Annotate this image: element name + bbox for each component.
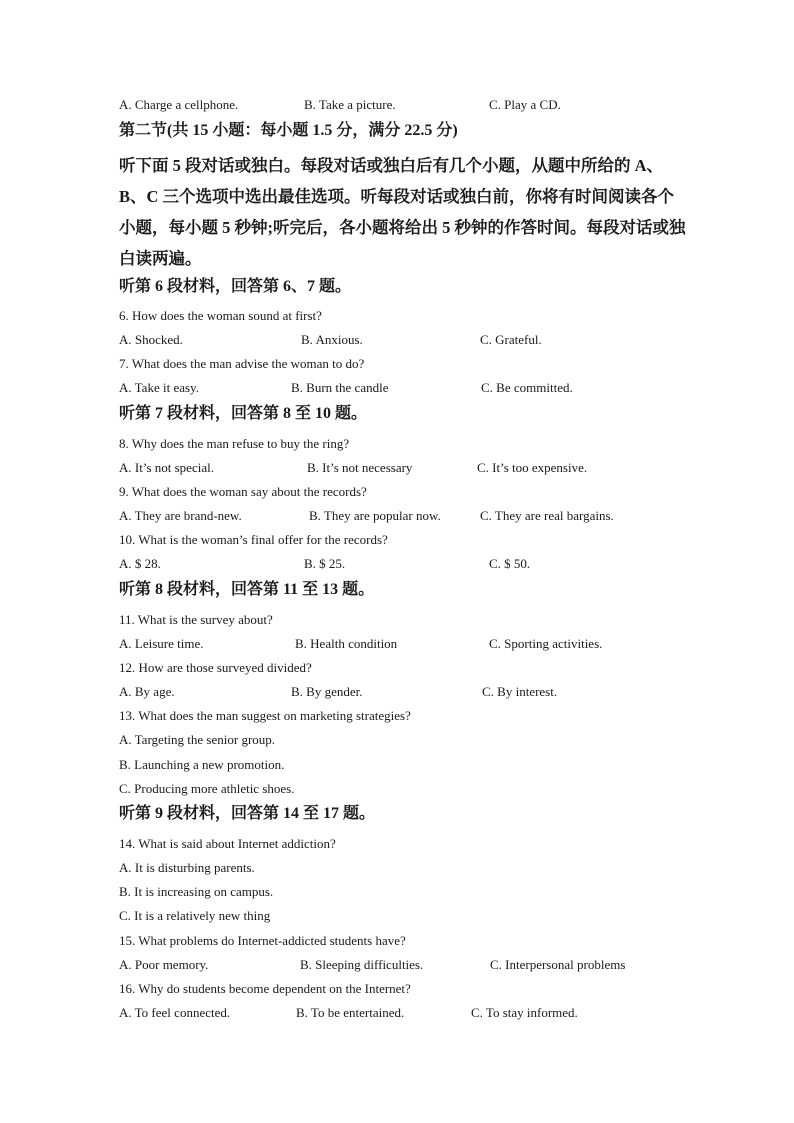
option-b: B. It is increasing on campus. [119, 884, 274, 899]
option-b: B. To be entertained. [296, 1005, 405, 1020]
q5-option-b: B. Take a picture. [304, 97, 396, 112]
question: 16. Why do students become dependent on the Internet? [119, 981, 411, 996]
option-b: B. They are popular now. [309, 508, 441, 523]
question: 7. What does the man advise the woman to do? [119, 356, 365, 371]
option-b: B. Sleeping difficulties. [300, 957, 424, 972]
option-a: A. They are brand-new. [119, 508, 242, 523]
option-a: A. Targeting the senior group. [119, 732, 276, 747]
option-c: C. By interest. [482, 684, 558, 699]
option-a: A. Shocked. [119, 332, 183, 347]
option-a: A. Take it easy. [119, 380, 199, 395]
section-instructions [119, 150, 689, 274]
option-c: C. Producing more athletic shoes. [119, 781, 295, 796]
option-a: A. By age. [119, 684, 175, 699]
question: 8. Why does the man refuse to buy the ring? [119, 436, 350, 451]
instruction-line: 听下面 5 段对话或独白。每段对话或独白后有几个小题，从题中所给的 A、 [119, 156, 664, 175]
question: 12. How are those surveyed divided? [119, 660, 312, 675]
q5-option-c: C. Play a CD. [489, 97, 561, 112]
option-a: A. It is disturbing parents. [119, 860, 255, 875]
instruction-line: 白读两遍。 [119, 249, 202, 268]
option-c: C. Sporting activities. [489, 636, 603, 651]
group-header: 听第 6 段材料，回答第 6、7 题。 [119, 278, 352, 295]
question: 11. What is the survey about? [119, 612, 273, 627]
option-b: B. It’s not necessary [307, 460, 413, 475]
option-c: C. To stay informed. [471, 1005, 578, 1020]
option-a: A. Leisure time. [119, 636, 204, 651]
option-b: B. Anxious. [301, 332, 363, 347]
question: 6. How does the woman sound at first? [119, 308, 322, 323]
option-b: B. Launching a new promotion. [119, 757, 285, 772]
group-header: 听第 9 段材料，回答第 14 至 17 题。 [119, 805, 376, 822]
question: 15. What problems do Internet-addicted students have? [119, 933, 406, 948]
q5-option-a: A. Charge a cellphone. [119, 97, 239, 112]
question: 14. What is said about Internet addiction? [119, 836, 336, 851]
question: 13. What does the man suggest on marketing strategies? [119, 708, 411, 723]
group-header: 听第 7 段材料，回答第 8 至 10 题。 [119, 405, 368, 422]
section-title: 第二节(共 15 小题：每小题 1.5 分，满分 22.5 分) [119, 122, 458, 139]
option-c: C. Grateful. [480, 332, 542, 347]
option-c: C. It is a relatively new thing [119, 908, 271, 923]
option-b: B. Burn the candle [291, 380, 389, 395]
option-b: B. $ 25. [304, 556, 346, 571]
option-a: A. To feel connected. [119, 1005, 231, 1020]
option-b: B. Health condition [295, 636, 398, 651]
option-a: A. $ 28. [119, 556, 161, 571]
option-c: C. They are real bargains. [480, 508, 614, 523]
option-c: C. Be committed. [481, 380, 573, 395]
instruction-line: B、C 三个选项中选出最佳选项。听每段对话或独白前，你将有时间阅读各个 [119, 187, 675, 206]
question: 9. What does the woman say about the records? [119, 484, 367, 499]
option-a: A. Poor memory. [119, 957, 209, 972]
option-a: A. It’s not special. [119, 460, 214, 475]
instruction-line: 小题，每小题 5 秒钟;听完后，各小题将给出 5 秒钟的作答时间。每段对话或独 [119, 218, 686, 237]
option-c: C. It’s too expensive. [477, 460, 588, 475]
option-c: C. $ 50. [489, 556, 531, 571]
group-header: 听第 8 段材料，回答第 11 至 13 题。 [119, 581, 375, 598]
question: 10. What is the woman’s final offer for the records? [119, 532, 388, 547]
option-b: B. By gender. [291, 684, 363, 699]
option-c: C. Interpersonal problems [490, 957, 626, 972]
